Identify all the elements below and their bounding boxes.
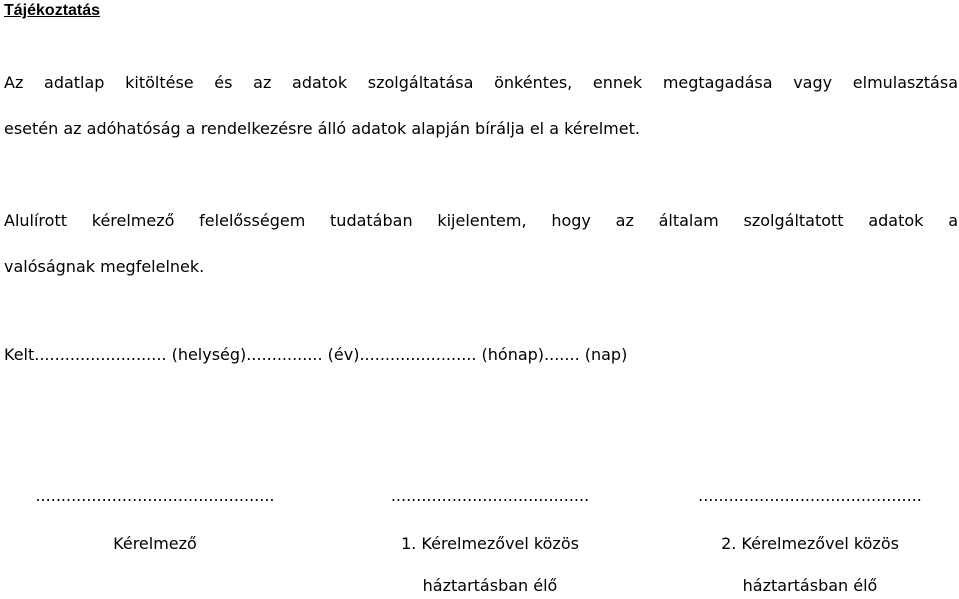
notice-heading: Tájékoztatás — [4, 2, 101, 19]
signature-block-applicant — [4, 486, 306, 554]
declaration-paragraph-line-2: valóságnak megfelelnek. — [4, 257, 205, 276]
signature-label: 1. Kérelmezővel közös — [401, 534, 579, 553]
signature-line: ....................................... — [390, 486, 590, 505]
signature-block-household-member-2 — [666, 486, 954, 596]
signature-line: ............................................... — [35, 486, 275, 505]
signature-line: ............................................ — [698, 486, 922, 505]
signature-label: Kérelmező — [113, 534, 197, 553]
signature-sublabel: háztartásban élő — [422, 576, 558, 595]
notice-paragraph-line-2: esetén az adóhatóság a rendelkezésre álló adatok alapján bírálja el a kérelmet. — [4, 119, 640, 138]
declaration-paragraph-line-1: Alulírott kérelmező felelősségem tudatában kijelentem, hogy az általam szolgáltatott adatok a — [4, 211, 958, 230]
notice-paragraph-line-1: Az adatlap kitöltése és az adatok szolgáltatása önkéntes, ennek megtagadása vagy elmulasztása — [4, 73, 958, 92]
signature-label: 2. Kérelmezővel közös — [721, 534, 899, 553]
date-place-line: Kelt.......................... (helység)............... (év)....................... (hónap)....... (nap) — [4, 345, 628, 364]
signature-block-household-member-1 — [362, 486, 618, 596]
signature-sublabel: háztartásban élő — [742, 576, 878, 595]
declaration-paragraph — [4, 198, 958, 290]
notice-paragraph — [4, 60, 958, 152]
